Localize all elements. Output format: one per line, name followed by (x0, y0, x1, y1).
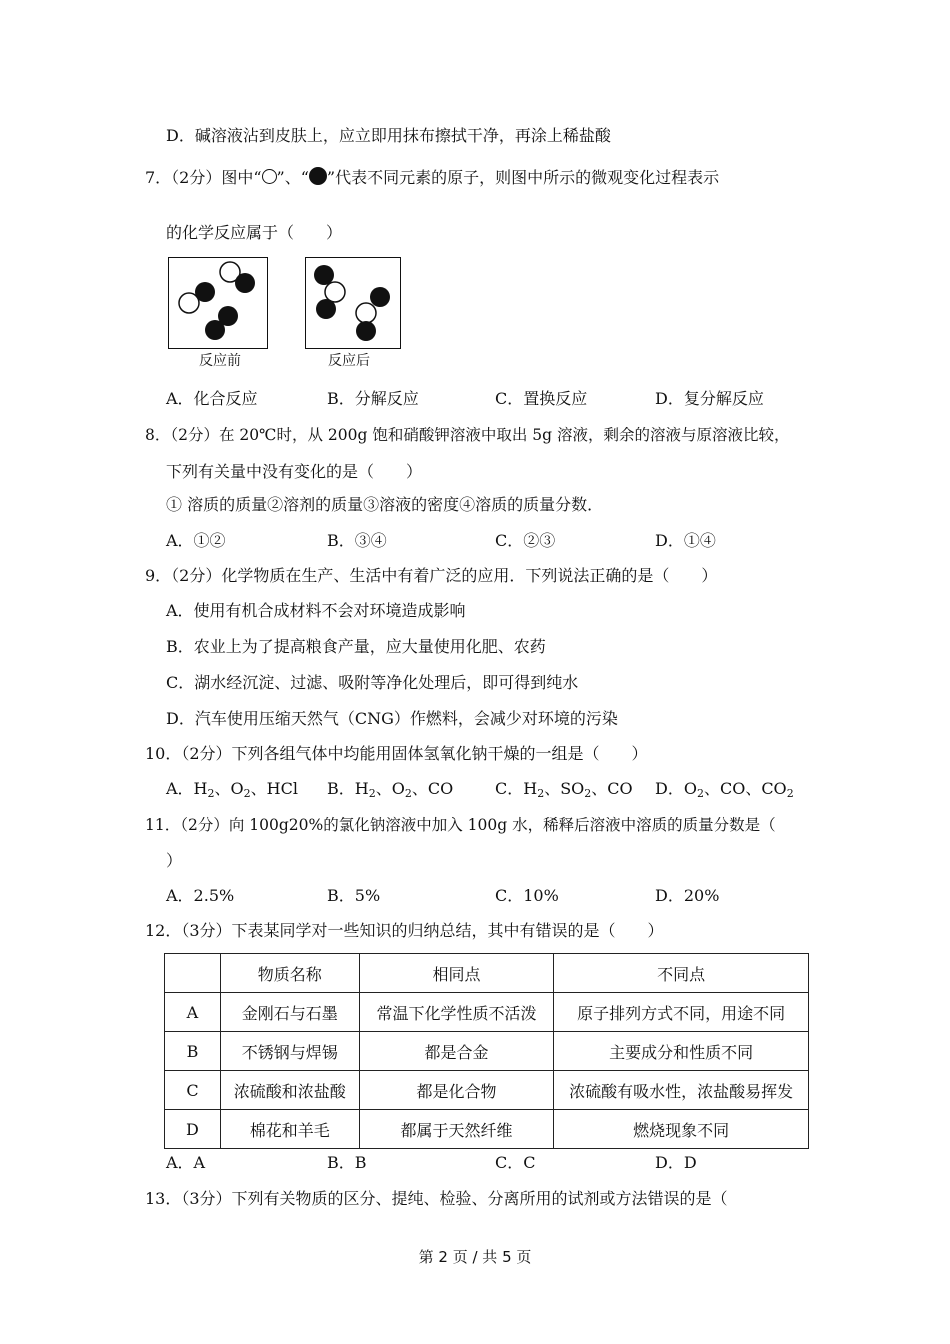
table-row (165, 1110, 809, 1149)
reaction-before-label: 反应前 (199, 353, 241, 369)
table-cell: 主要成分和性质不同 (554, 1032, 809, 1071)
table-header-row (165, 954, 809, 993)
q9-option-c: C．湖水经沉淀、过滤、吸附等净化处理后，即可得到纯水 (166, 673, 579, 692)
q7-stem-line1: 7．（2分）图中“ ”、“ ”代表不同元素的原子，则图中所示的微观变化过程表示 (145, 168, 720, 187)
table-cell: 燃烧现象不同 (554, 1110, 809, 1149)
table-cell: D (165, 1110, 221, 1149)
table-row (165, 993, 809, 1032)
page-footer: 第 2 页 / 共 5 页 (418, 1248, 532, 1266)
q8-option-b: B．③④ (327, 531, 387, 550)
table-cell: 都是合金 (359, 1032, 554, 1071)
q6-option-d: D．碱溶液沾到皮肤上，应立即用抹布擦拭干净，再涂上稀盐酸 (166, 126, 611, 145)
table-header-cell: 相同点 (359, 954, 554, 993)
table-header-cell (165, 954, 221, 993)
molecules-before-icon (169, 258, 266, 347)
table-cell: 浓硫酸有吸水性，浓盐酸易挥发 (554, 1071, 809, 1110)
q12-summary-table (164, 953, 809, 1149)
q8-stem-line3: ① 溶质的质量②溶剂的质量③溶液的密度④溶质的质量分数． (166, 495, 604, 514)
table-cell: 原子排列方式不同，用途不同 (554, 993, 809, 1032)
table-header-cell: 不同点 (554, 954, 809, 993)
q11-stem-line1: 11．（2分）向 100g20%的氯化钠溶液中加入 100g 水，稀释后溶液中溶质的质量分数是（ (145, 816, 776, 834)
q12-stem: 12．（3分）下表某同学对一些知识的归纳总结，其中有错误的是（ ） (145, 921, 664, 940)
reaction-before-diagram (168, 257, 268, 349)
q7-stem-line2: 的化学反应属于（ ） (166, 223, 343, 242)
reaction-after-diagram (305, 257, 401, 349)
q8-stem-line2: 下列有关量中没有变化的是（ ） (166, 462, 423, 481)
table-cell: 金刚石与石墨 (220, 993, 359, 1032)
q11-option-b: B．5% (327, 886, 381, 905)
q10-option-a: A．$H_2$、$O_2$、HCl (166, 779, 298, 800)
table-header-cell: 物质名称 (220, 954, 359, 993)
q11-stem-line2: ） (166, 851, 183, 870)
q9-option-d: D．汽车使用压缩天然气（CNG）作燃料，会减少对环境的污染 (166, 709, 618, 728)
table-cell: 都属于天然纤维 (359, 1110, 554, 1149)
table-row (165, 1032, 809, 1071)
q7-option-a: A．化合反应 (166, 389, 258, 408)
q9-option-a: A．使用有机合成材料不会对环境造成影响 (166, 601, 466, 620)
q13-stem: 13．（3分）下列有关物质的区分、提纯、检验、分离所用的试剂或方法错误的是（ (145, 1189, 728, 1208)
table-cell: B (165, 1032, 221, 1071)
table-cell: 棉花和羊毛 (220, 1110, 359, 1149)
table-cell: 不锈钢与焊锡 (220, 1032, 359, 1071)
q11-option-a: A．2.5% (166, 886, 235, 905)
q9-option-b: B．农业上为了提高粮食产量，应大量使用化肥、农药 (166, 637, 546, 656)
table-row (165, 1071, 809, 1110)
q8-option-a: A．①② (166, 531, 226, 550)
q11-option-c: C．10% (495, 886, 559, 905)
table-cell: 浓硫酸和浓盐酸 (220, 1071, 359, 1110)
q8-stem-line1: 8．（2分）在 20℃时，从 200g 饱和硝酸钾溶液中取出 5g 溶液，剩余的溶液与原溶液比较， (145, 426, 790, 444)
q8-option-c: C．②③ (495, 531, 556, 550)
table-cell: 都是化合物 (359, 1071, 554, 1110)
q7-option-d: D．复分解反应 (655, 389, 764, 408)
table-cell: A (165, 993, 221, 1032)
q12-option-d: D．D (655, 1153, 697, 1172)
q10-option-b: B．$H_2$、$O_2$、CO (327, 779, 454, 800)
q9-stem: 9．（2分）化学物质在生产、生活中有着广泛的应用．下列说法正确的是（ ） (145, 566, 718, 585)
reaction-after-label: 反应后 (328, 353, 370, 369)
q12-option-a: A．A (166, 1153, 206, 1172)
q7-option-b: B．分解反应 (327, 389, 419, 408)
q12-option-c: C．C (495, 1153, 536, 1172)
q10-option-d: D．$O_2$、CO、$CO_2$ (655, 779, 794, 800)
q10-option-c: C．$H_2$、$SO_2$、CO (495, 779, 633, 800)
q10-stem: 10．（2分）下列各组气体中均能用固体氢氧化钠干燥的一组是（ ） (145, 744, 648, 763)
black-atom-icon (309, 167, 327, 185)
q8-option-d: D．①④ (655, 531, 716, 550)
table-cell: 常温下化学性质不活泼 (359, 993, 554, 1032)
table-cell: C (165, 1071, 221, 1110)
white-atom-icon (262, 169, 277, 184)
q7-option-c: C．置换反应 (495, 389, 588, 408)
molecules-after-icon (306, 258, 399, 347)
q11-option-d: D．20% (655, 886, 720, 905)
q12-option-b: B．B (327, 1153, 367, 1172)
